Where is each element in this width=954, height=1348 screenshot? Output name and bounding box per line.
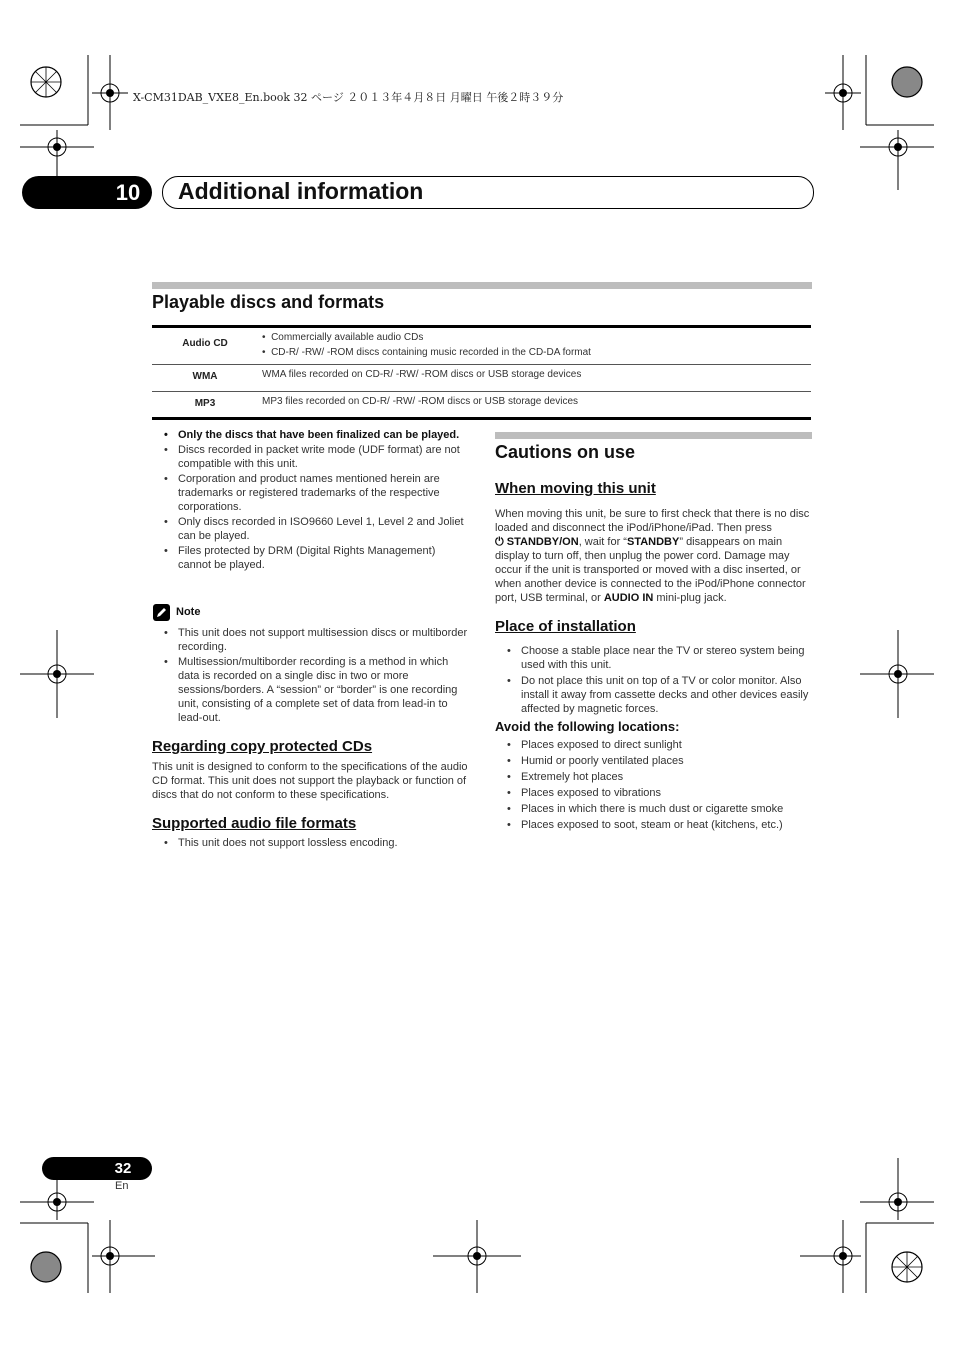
pencil-icon (153, 604, 170, 621)
row-cell: WMA files recorded on CD-R/ -RW/ -ROM discs or USB storage devices (262, 369, 582, 380)
supported-formats-heading: Supported audio file formats (152, 815, 357, 832)
copy-protected-text: This unit is designed to conform to the specifications of the audio CD format. This unit does not support the playback or function of discs that do not conform to these specifications. (152, 761, 468, 801)
avoid-list (495, 738, 811, 832)
chapter-title: Additional information (178, 178, 424, 204)
formats-table (152, 325, 811, 420)
table-row (152, 392, 811, 417)
page-language: En (115, 1180, 129, 1192)
cautions-heading: Cautions on use (495, 442, 636, 462)
list-item: • Corporation and product names mentioned herein are trademarks or registered trademarks of the respective corporations. (152, 472, 470, 514)
list-item: • Discs recorded in packet write mode (UDF format) are not compatible with this unit. (152, 443, 470, 471)
list-item: • Only the discs that have been finalized can be played. (152, 428, 470, 442)
list-item: • Only discs recorded in ISO9660 Level 1, Level 2 and Joliet can be played. (152, 515, 470, 543)
list-item: • Places exposed to direct sunlight (495, 738, 811, 752)
table-row (152, 365, 811, 392)
note-bullets (152, 626, 470, 725)
list-item: • Places exposed to vibrations (495, 786, 811, 800)
note-label: Note (176, 606, 201, 618)
list-item: • This unit does not support lossless encoding. (152, 836, 470, 850)
print-header: X-CM31DAB_VXE8_En.book 32 ページ ２０１３年４月８日 月曜日 午後２時３９分 (133, 91, 564, 104)
list-item: • Humid or poorly ventilated places (495, 754, 811, 768)
list-item: • Multisession/multiborder recording is a method in which data is recorded on a single disc in two or more sessions/borders. A “session” or “border” is one recording unit, consisting of a complete set of data from lead-in to lead-out. (152, 655, 470, 725)
section-bar (495, 432, 812, 439)
list-item: • CD-R/ -RW/ -ROM discs containing music recorded in the CD-DA format (262, 347, 591, 358)
copy-protected-heading: Regarding copy protected CDs (152, 738, 373, 755)
row-label: Audio CD (182, 338, 228, 349)
list-item: • This unit does not support multisession discs or multiborder recording. (152, 626, 470, 654)
moving-heading: When moving this unit (495, 480, 656, 497)
moving-text: When moving this unit, be sure to first check that there is no disc loaded and disconnect the iPod/iPhone/iPad. Then press ⏻ STANDBY/ON, wait for “STANDBY” disappears on main display to turn off, then unplug the power cord. Damage may occur if the unit is transported or moved with a disc inserted, or when another device is connected to the iPod/iPhone connector port, USB terminal, or AUDIO IN mini-plug jack. (495, 508, 810, 604)
list-item: • Do not place this unit on top of a TV or color monitor. Also install it away from cassette decks and other devices easily affected by magnetic forces. (495, 674, 811, 716)
chapter-number: 10 (115, 180, 141, 205)
row-cell: MP3 files recorded on CD-R/ -RW/ -ROM discs or USB storage devices (262, 396, 579, 407)
row-label: MP3 (194, 398, 216, 409)
page-number: 32 (114, 1160, 132, 1177)
supported-formats-bullets (152, 836, 470, 850)
row-label: WMA (192, 371, 218, 382)
playable-heading: Playable discs and formats (152, 292, 385, 312)
installation-heading: Place of installation (495, 618, 636, 635)
list-item: • Choose a stable place near the TV or stereo system being used with this unit. (495, 644, 811, 672)
table-row (152, 328, 811, 365)
list-item: • Places exposed to soot, steam or heat (kitchens, etc.) (495, 818, 811, 832)
list-item: • Files protected by DRM (Digital Rights Management) cannot be played. (152, 544, 470, 572)
playable-bullets (152, 428, 470, 572)
power-icon: ⏻ (495, 536, 504, 548)
row-cell (262, 330, 591, 360)
list-item: • Extremely hot places (495, 770, 811, 784)
section-bar (152, 282, 812, 289)
avoid-heading: Avoid the following locations: (495, 719, 680, 734)
list-item: • Commercially available audio CDs (262, 332, 424, 343)
installation-bullets (495, 644, 811, 716)
list-item: • Places in which there is much dust or cigarette smoke (495, 802, 811, 816)
